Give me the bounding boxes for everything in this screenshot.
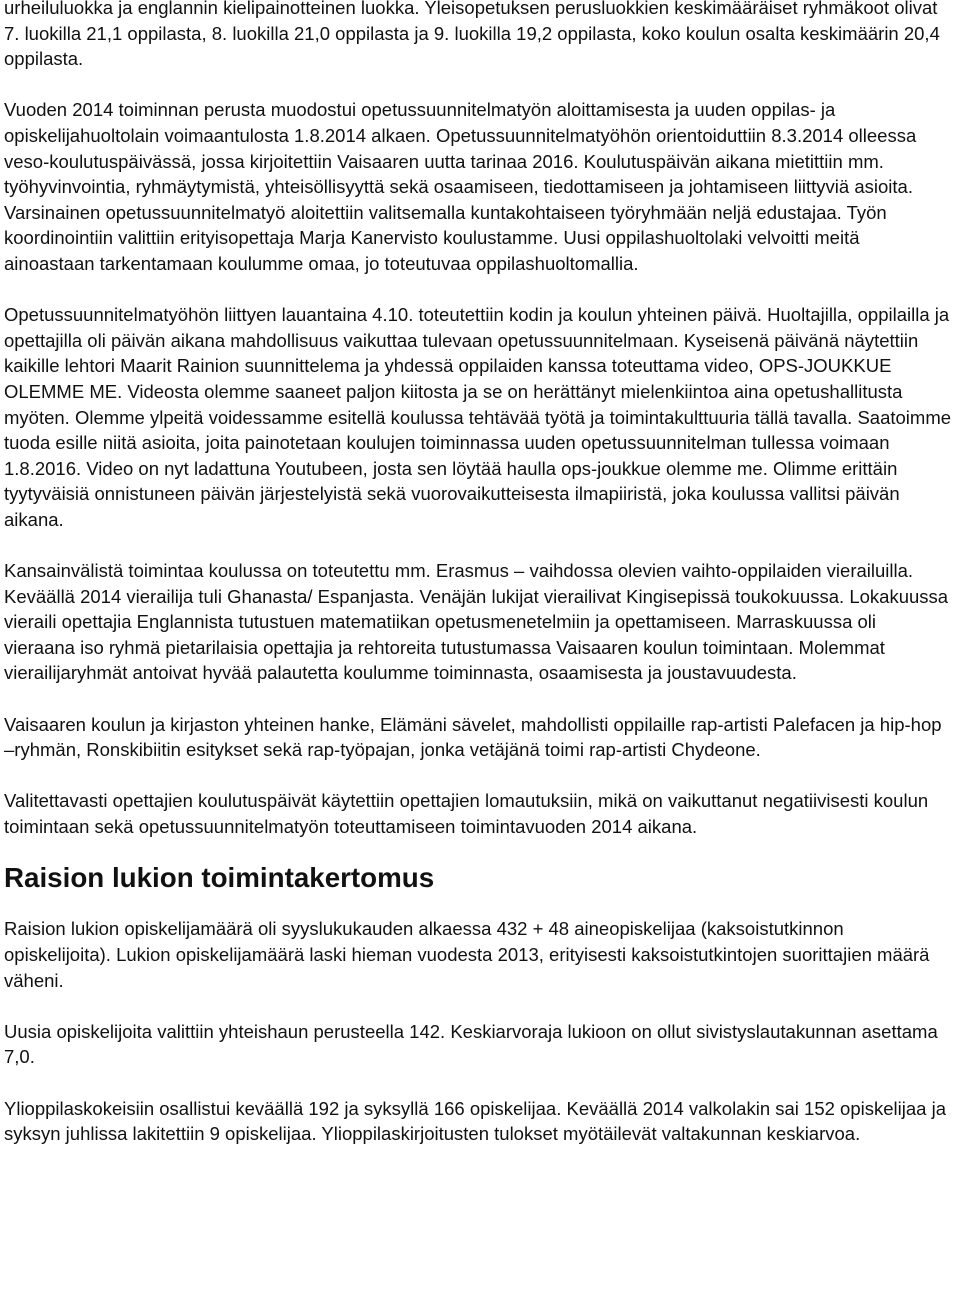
paragraph-class-sizes: urheiluluokka ja englannin kielipainotteinen luokka. Yleisopetuksen perusluokkien keskimääräiset ryhmäkoot olivat 7. luokilla 21,1 oppilasta, 8. luokilla 21,0 oppilasta ja 9. luokilla 19,2 oppilasta, koko koulun osalta keskimäärin 20,4 oppilasta. [4, 0, 940, 70]
paragraph-curriculum-work: Vuoden 2014 toiminnan perusta muodostui opetussuunnitelmatyön aloittamisesta ja uuden oppilas- ja opiskelijahuoltolain voimaantulosta 1.8.2014 alkaen. Opetussuunnitelmatyöhön orientoiduttiin 8.3.2014 olleessa veso-koulutuspäivässä, jossa kirjoitettiin Vaisaaren uutta tarinaa 2016. Koulutuspäivän aikana mietittiin mm. työhyvinvointia, ryhmäytymistä, yhteisöllisyyttä sekä osaamiseen, tiedottamiseen ja johtamiseen liittyviä asioita. Varsinainen opetussuunnitelmatyö aloitettiin valitsemalla kuntakohtaiseen työryhmään neljä edustajaa. Työn koordinointiin valittiin erityisopettaja Marja Kanervisto koulustamme. Uusi oppilashuoltolaki velvoitti meitä ainoastaan tarkentamaan koulumme omaa, jo toteutuvaa oppilashuoltomallia. [4, 99, 917, 274]
section-heading: Raision lukion toimintakertomus [4, 862, 435, 894]
paragraph-student-count: Raision lukion opiskelijamäärä oli syyslukukauden alkaessa 432 + 48 aineopiskelijaa (kaksoistutkinnon opiskelijoita). Lukion opiskelijamäärä laski hieman vuodesta 2013, erityisesti kaksoistutkintojen suorittajien määrä väheni. [4, 918, 930, 991]
paragraph-music-project: Vaisaaren koulun ja kirjaston yhteinen hanke, Elämäni sävelet, mahdollisti oppilaille rap-artisti Palefacen ja hip-hop –ryhmän, Ronskibiitin esitykset sekä rap-työpajan, jonka vetäjänä toimi rap-artisti Chydeone. [4, 713, 942, 761]
paragraph-international-activity: Kansainvälistä toimintaa koulussa on toteutettu mm. Erasmus – vaihdossa olevien vaihto-oppilaiden vierailuilla. Keväällä 2014 vierailija tuli Ghanasta/ Espanjasta. Venäjän lukijat vierailivat Kingisepissä toukokuussa. Lokakuussa vieraili opettajia Englannista tutustuen matematiikan opetusmenetelmiin ja opettamiseen. Marraskuussa oli vieraana iso ryhmä pietarilaisia opettajia ja rehtoreita tutustumassa Vaisaaren koulun toimintaan. Molemmat vierailijaryhmät antoivat hyvää palautetta koulumme toiminnasta, osaamisesta ja joustavuudesta. [4, 560, 949, 684]
paragraph-new-students: Uusia opiskelijoita valittiin yhteishaun perusteella 142. Keskiarvoraja lukioon on ollut sivistyslautakunnan asettama 7,0. [4, 1020, 938, 1068]
paragraph-home-school-day: Opetussuunnitelmatyöhön liittyen lauantaina 4.10. toteutettiin kodin ja koulun yhteinen päivä. Huoltajilla, oppilailla ja opettajilla oli päivän aikana mahdollisuus vaikuttaa tulevaan opetussuunnitelmaan. Kyseisenä päivänä näytettiin kaikille lehtori Maarit Rainion suunnittelema ja yhdessä oppilaiden kanssa toteuttama video, OPS-JOUKKUE OLEMME ME. Videosta olemme saaneet paljon kiitosta ja se on herättänyt mielenkiintoa aina opetushallitusta myöten. Olemme ylpeitä voidessamme esitellä koulussa tehtävää työtä ja toimintakulttuuria tällä tavalla. Saatoimme tuoda esille niitä asioita, joita painotetaan koulujen toiminnassa uuden opetussuunnitelman tullessa voimaan 1.8.2016. Video on nyt ladattuna Youtubeen, josta sen löytää haulla ops-joukkue olemme me. Olimme erittäin tyytyväisiä onnistuneen päivän järjestelyistä sekä vuorovaikutteisesta ilmapiiristä, joka koulussa vallitsi päivän aikana. [4, 304, 952, 530]
paragraph-teacher-layoffs: Valitettavasti opettajien koulutuspäivät käytettiin opettajien lomautuksiin, mikä on vaikuttanut negatiivisesti koulun toimintaan sekä opetussuunnitelmatyön toteuttamiseen toimintavuoden 2014 aikana. [4, 790, 929, 837]
paragraph-matriculation: Ylioppilaskokeisiin osallistui keväällä 192 ja syksyllä 166 opiskelijaa. Keväällä 2014 valkolakin sai 152 opiskelijaa ja syksyn juhlissa lakitettiin 9 opiskelijaa. Ylioppilaskirjoitusten tulokset myötäilevät valtakunnan keskiarvoa. [4, 1097, 946, 1145]
document-page [4, 0, 952, 1172]
